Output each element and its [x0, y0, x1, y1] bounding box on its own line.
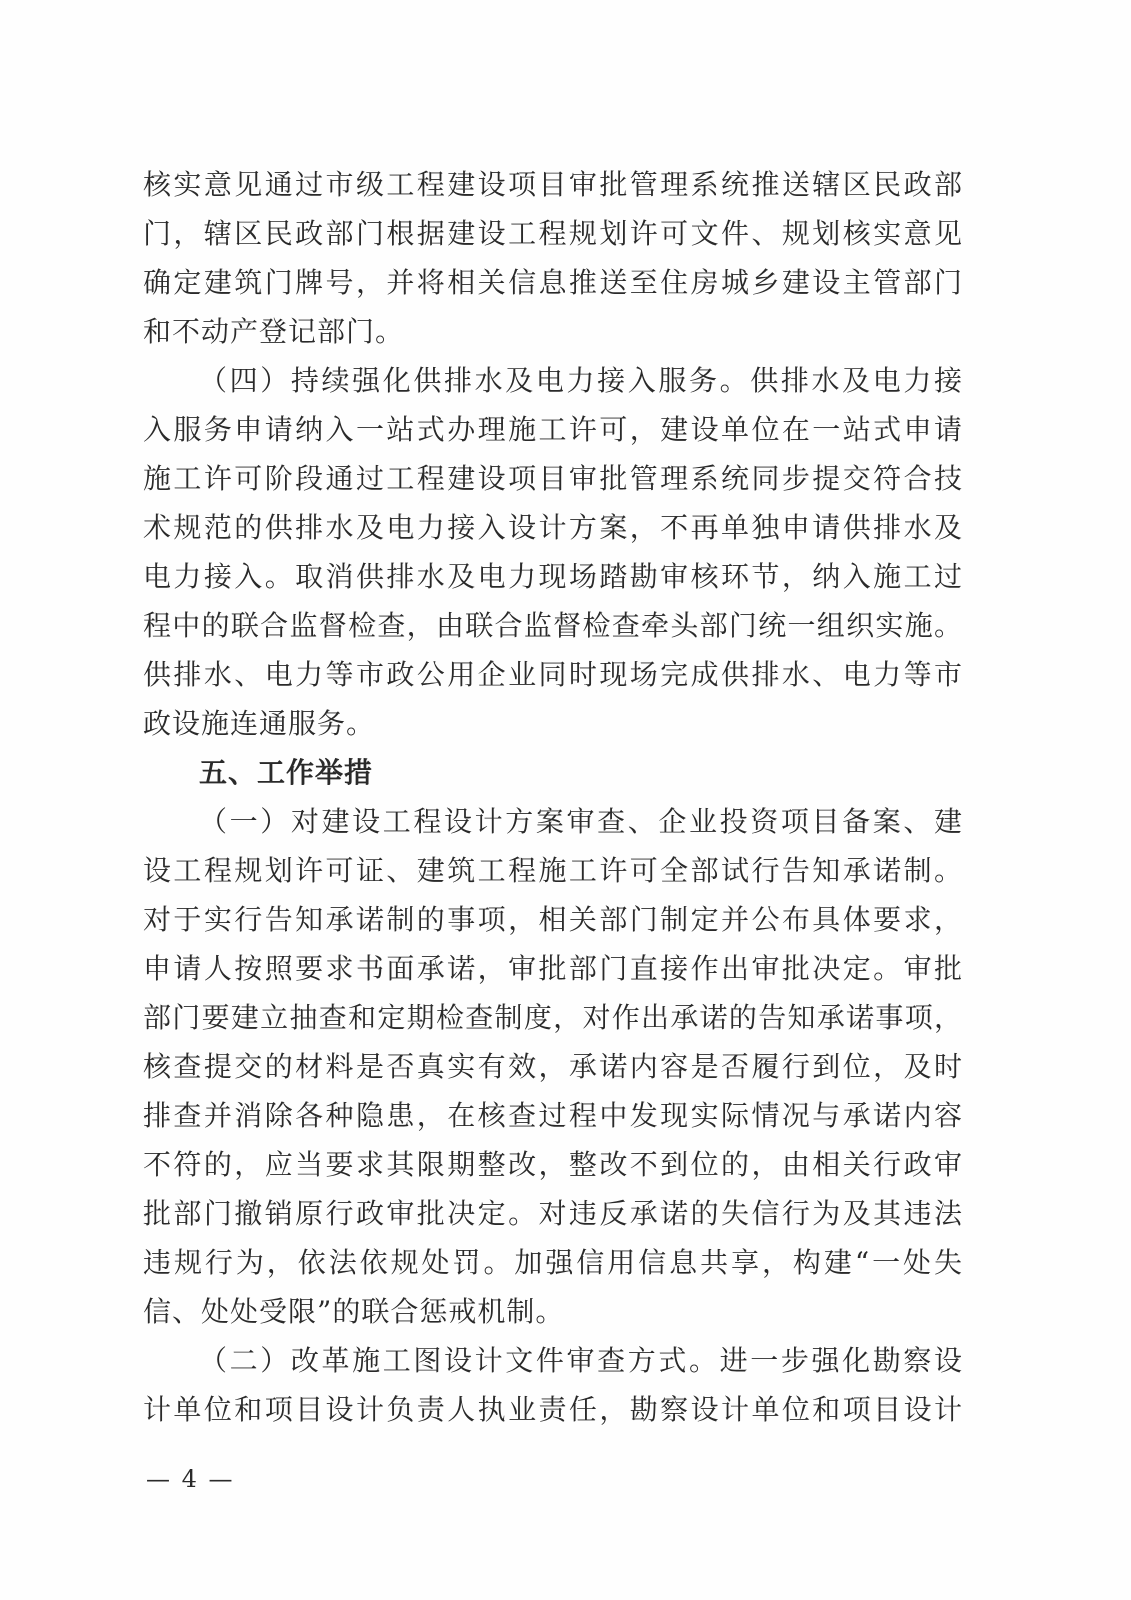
body-line: 核实意见通过市级工程建设项目审批管理系统推送辖区民政部: [143, 168, 963, 201]
body-line: 确定建筑门牌号，并将相关信息推送至住房城乡建设主管部门: [143, 266, 963, 299]
body-line: 对于实行告知承诺制的事项，相关部门制定并公布具体要求，: [143, 903, 963, 936]
body-line: 施工许可阶段通过工程建设项目审批管理系统同步提交符合技: [143, 462, 963, 495]
body-line: 计单位和项目设计负责人执业责任，勘察设计单位和项目设计: [143, 1393, 963, 1426]
body-line: 政设施连通服务。: [143, 707, 376, 740]
body-line: 申请人按照要求书面承诺，审批部门直接作出审批决定。审批: [143, 952, 963, 985]
body-line: 排查并消除各种隐患，在核查过程中发现实际情况与承诺内容: [143, 1099, 963, 1132]
body-line: 门，辖区民政部门根据建设工程规划许可文件、规划核实意见: [143, 217, 963, 250]
paragraph-start-line: （一）对建设工程设计方案审查、企业投资项目备案、建: [199, 805, 963, 838]
body-line: 程中的联合监督检查，由联合监督检查牵头部门统一组织实施。: [143, 609, 963, 642]
body-line: 设工程规划许可证、建筑工程施工许可全部试行告知承诺制。: [143, 854, 963, 887]
paragraph-start-line: （四）持续强化供排水及电力接入服务。供排水及电力接: [199, 364, 963, 397]
body-line: 信、处处受限”的联合惩戒机制。: [143, 1295, 565, 1328]
body-line: 电力接入。取消供排水及电力现场踏勘审核环节，纳入施工过: [143, 560, 963, 593]
body-line: 批部门撤销原行政审批决定。对违反承诺的失信行为及其违法: [143, 1197, 963, 1230]
body-line: 术规范的供排水及电力接入设计方案，不再单独申请供排水及: [143, 511, 963, 544]
body-line: 和不动产登记部门。: [143, 315, 405, 348]
body-line: 入服务申请纳入一站式办理施工许可，建设单位在一站式申请: [143, 413, 963, 446]
body-line: 违规行为，依法依规处罚。加强信用信息共享，构建“一处失: [143, 1246, 963, 1279]
page-number: — 4 —: [146, 1465, 235, 1493]
document-body: [143, 160, 963, 1434]
body-line: 核查提交的材料是否真实有效，承诺内容是否履行到位，及时: [143, 1050, 963, 1083]
section-heading: 五、工作举措: [199, 756, 374, 789]
body-line: 供排水、电力等市政公用企业同时现场完成供排水、电力等市: [143, 658, 963, 691]
body-line: 部门要建立抽查和定期检查制度，对作出承诺的告知承诺事项，: [143, 1001, 963, 1034]
paragraph-start-line: （二）改革施工图设计文件审查方式。进一步强化勘察设: [199, 1344, 963, 1377]
body-line: 不符的，应当要求其限期整改，整改不到位的，由相关行政审: [143, 1148, 963, 1181]
